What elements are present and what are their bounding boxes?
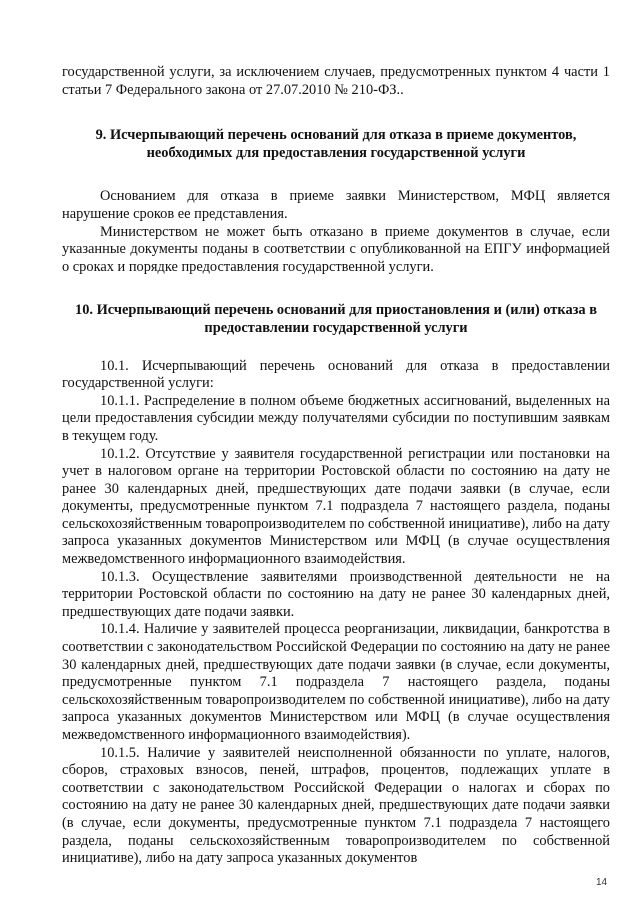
paragraph-10-1-4: 10.1.4. Наличие у заявителей процесса реорганизации, ликвидации, банкротства в соответствии с законодательством Российской Федерации по состоянию на дату не ранее 30 календарных дней, предшествующих дате подачи заявки (в случае, если документы, предусмотренные пунктом 7.1 подраздела 7 настоящего раздела, поданы сельскохозяйственным товаропроизводителем по собственной инициативе), либо на дату запроса указанных документов Министерством или МФЦ (в случае осуществления межведомственного информационного взаимодействия). [62, 621, 610, 743]
paragraph-10-1-5: 10.1.5. Наличие у заявителей неисполненной обязанности по уплате, налогов, сборов, страховых взносов, пеней, штрафов, процентов, подлежащих уплате в соответствии с законодательством Российской Федерации о налогах и сборах по состоянию на дату не ранее 30 календарных дней, предшествующих дате подачи заявки (в случае, если документы, предусмотренные пунктом 7.1 подраздела 7 настоящего раздела, поданы сельскохозяйственным товаропроизводителем по собственной инициативе), либо на дату запроса указанных документов [62, 744, 610, 867]
page-number: 14 [596, 877, 608, 888]
section-9-heading: 9. Исчерпывающий перечень оснований для отказа в приеме документов, необходимых для предоставления государственной услуги [95, 127, 577, 161]
paragraph-continuation: государственной услуги, за исключением случаев, предусмотренных пунктом 4 части 1 статьи 7 Федерального закона от 27.07.2010 № 210-ФЗ.. [62, 64, 610, 98]
paragraph-10-1: 10.1. Исчерпывающий перечень оснований для отказа в предоставлении государственной услуги: [62, 357, 610, 392]
paragraph-10-1-3: 10.1.3. Осуществление заявителями производственной деятельности не на территории Ростовской области по состоянию на дату не ранее 30 календарных дней, предшествующих дате подачи заявки. [62, 568, 610, 620]
paragraph-refusal-basis: Основанием для отказа в приеме заявки Министерством, МФЦ является нарушение сроков ее представления. [62, 188, 610, 222]
paragraph-10-1-2: 10.1.2. Отсутствие у заявителя государственной регистрации или постановки на учет в налоговом органе на территории Ростовской области по состоянию на дату не ранее 30 календарных дней, предшествующих дате подачи заявки (в случае, если документы, предусмотренные пунктом 7.1 подраздела 7 настоящего раздела, поданы сельскохозяйственным товаропроизводителем по собственной инициативе), либо на дату запроса указанных документов Министерством или МФЦ (в случае осуществления межведомственного информационного взаимодействия. [62, 445, 610, 568]
paragraph-10-1-1: 10.1.1. Распределение в полном объеме бюджетных ассигнований, выделенных на цели предоставления субсидии между получателями субсидии по поступившим заявкам в текущем году. [62, 392, 610, 444]
section-10-heading: 10. Исчерпывающий перечень оснований для приостановления и (или) отказа в предоставлении государственной услуги [75, 302, 597, 336]
document-page [62, 64, 610, 868]
paragraph-no-refusal: Министерством не может быть отказано в приеме документов в случае, если указанные документы поданы в соответствии с опубликованной на ЕПГУ информацией о сроках и порядке предоставления государственной услуги. [62, 223, 610, 275]
